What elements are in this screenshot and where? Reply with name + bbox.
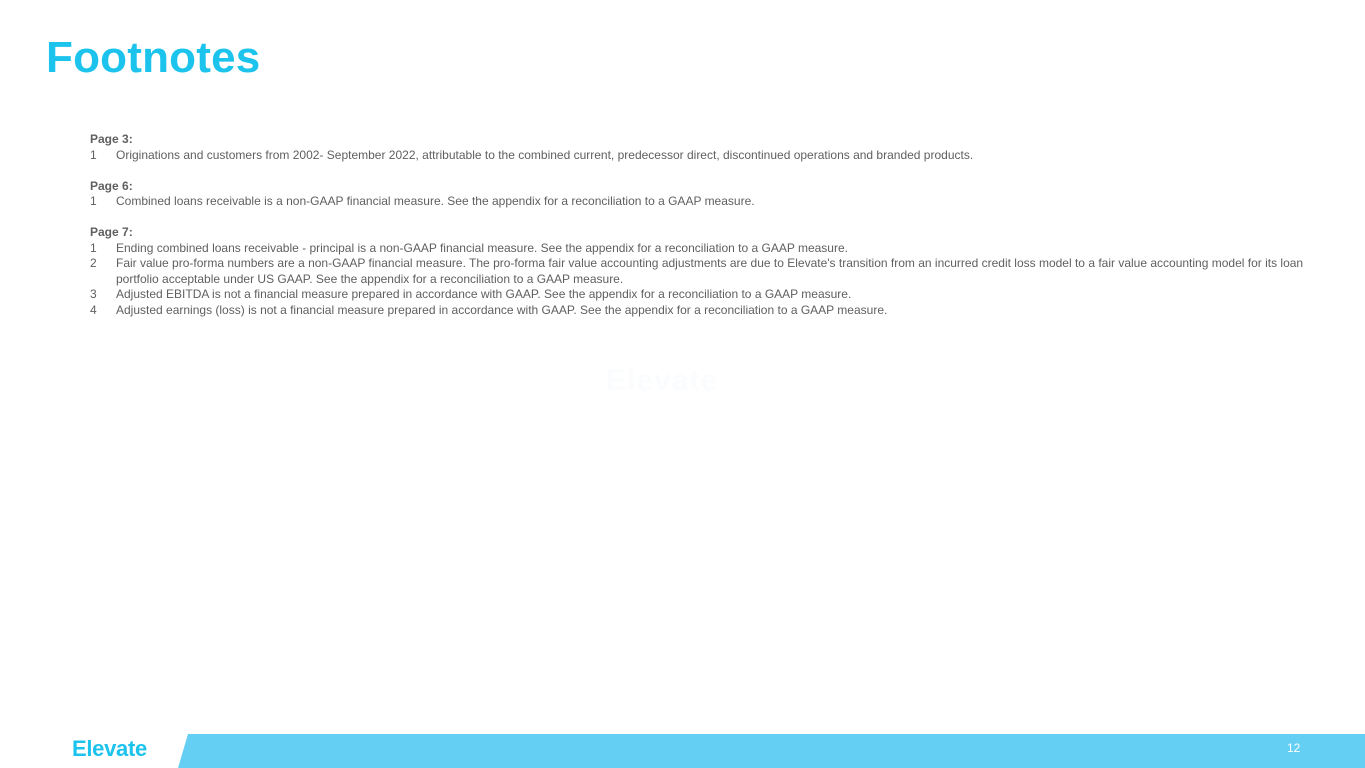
footnote-section-page-6 [90,179,1345,210]
footer-band-fill [178,734,1365,768]
footnote-number: 3 [90,287,97,301]
elevate-logo: Elevate [72,736,147,761]
footnote-section-page-3 [90,132,1345,163]
footnote-text: Adjusted EBITDA is not a financial measure prepared in accordance with GAAP. See the appendix for a reconciliation to a GAAP measure. [116,287,852,301]
footnote-text: Ending combined loans receivable - principal is a non-GAAP financial measure. See the appendix for a reconciliation to a GAAP measure. [116,240,848,255]
footnote-item [90,241,1345,257]
footnote-number: 1 [90,147,97,162]
footer-band [0,734,1365,768]
footnote-item [90,256,1345,287]
section-heading: Page 3: [90,132,133,146]
footnote-text: Originations and customers from 2002- September 2022, attributable to the combined current, predecessor direct, discontinued operations and branded products. [116,147,974,162]
footnote-text: Adjusted earnings (loss) is not a financial measure prepared in accordance with GAAP. See the appendix for a reconciliation to a GAAP measure. [116,302,888,317]
footer-band-shape [0,734,1365,768]
footnote-number: 1 [90,194,97,208]
watermark-logo: Elevate [606,364,719,397]
footnote-item [90,148,1345,164]
footnote-number: 2 [90,256,97,270]
footnote-item [90,287,1345,303]
section-heading: Page 6: [90,178,133,193]
footnotes-list [90,132,1345,334]
footnote-text: Combined loans receivable is a non-GAAP financial measure. See the appendix for a reconciliation to a GAAP measure. [116,194,755,208]
section-heading: Page 7: [90,225,133,239]
page-number: 12 [1287,741,1301,755]
footnote-text: Fair value pro-forma numbers are a non-GAAP financial measure. The pro-forma fair value accounting adjustments are due to Elevate's transition from an incurred credit loss model to a fair value accounting model for its loan portfolio acceptable under US GAAP. See the appendix for a reconciliation to a GAAP measure. [116,256,1304,286]
footnote-item [90,303,1345,319]
footnote-number: 1 [90,240,97,255]
page-title: Footnotes [46,33,261,82]
footnote-number: 4 [90,302,97,317]
footnote-item [90,194,1345,210]
footnote-section-page-7 [90,225,1345,318]
